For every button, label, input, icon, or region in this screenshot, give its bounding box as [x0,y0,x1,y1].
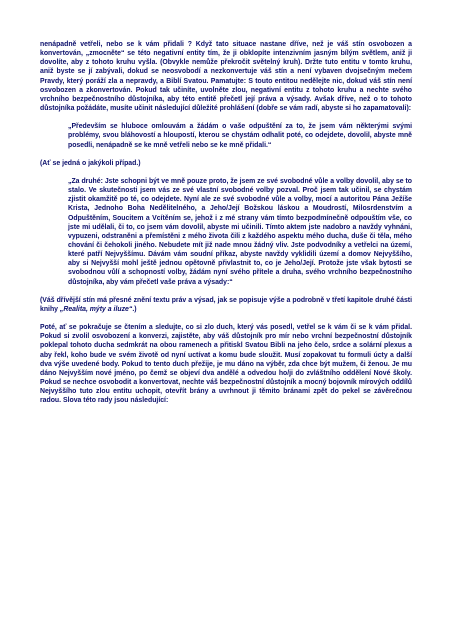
paragraph-book-reference [40,296,412,314]
paragraph-continuation: Poté, ať se pokračuje se čtením a sledujte, co si zlo duch, který vás posedl, vetřel se k vám či se k vám přidal. Pokud si zvolil osvobození a konverzi, zajistěte, aby váš důstojník pro mír nebo vrchní bezpečnostní důstojník poklepal tohoto ducha sedmkrát na obou ramenech a přitiskl Svatou Bibli na jeho čelo, srdce a solární plexus a aby řekl, koho bude ve svém životě od nyní uctívat a komu bude sloužit. Musí zopakovat tu formuli úcty a další dva výše uvedené body. Pokud to tento duch přežije, je mu dáno na výběr, zda chce být mužem, či ženou. Je mu dáno Nejvyšším nové jméno, po čemž se objeví dva andělé a odvedou ho/ji do zvláštního oddělení Nové školy. Pokud se nechce osvobodit a konvertovat, nechte váš bezpečnostní důstojník a mocný bojovník mírových oddílů Nejvyššího tuto zlou entitu uchopit, otevřít brány a uvrhnout ji těmito bránami zpět do pekel se závěrečnou radou. Slova této rady jsou následující: [40,324,412,405]
reference-end: .) [132,305,137,313]
reference-text: (Váš dřívější stín má přesné znění textu práv a výsad, jak se popisuje výše a podrobně v třetí kapitole druhé části knihy [40,296,412,313]
paragraph-entity-instructions: nenápadně vetřeli, nebo se k vám přidali ? Když tato situace nastane dříve, než je váš stín osvobozen a konvertován, „zmocněte“ se této negativní entity tím, že ji obklopíte intenzivním jasným bílým světlem, aniž ji dovolíte, aby z tohoto kruhu vyšla. (Obvykle nemůže překročit světelný kruh). Držte tuto entitu v tomto kruhu, aniž byste se jí zabývali, dokud se neosvobodí a nezkonvertuje váš stín a není vybaven dvojsečným mečem Pravdy, který poráží zla a nepravdy, a Biblí Svatou. Pamatujte: S touto entitou nedělejte nic, dokud váš stín není osvobozen a zkonvertován. Pokud tak učiníte, uvolněte zlou, negativní entitu z tohoto kruhu a nechte svého vrchního bezpečnostního důstojníka, aby této entitě přečetl její práva a výsady. Avšak dříve, než o to tohoto důstojníka požádáte, musíte učinit následující důležité prohlášení (dobře se vám radí, abyste si ho zapamatovali): [40,41,412,113]
quote-apology-statement: „Především se hluboce omlouvám a žádám o vaše odpuštění za to, že jsem vám některými svými problémy, svou bláhovostí a hloupostí, kterou se chystám odhalit poté, co odejdete, dovolil, abyste mně posedli, nenápadně se ke mně vetřeli nebo se ke mně přidali.“ [68,123,412,149]
paragraph-case-note: (Ať se jedná o jakýkoli případ.) [40,159,141,167]
quote-second-statement: „Za druhé: Jste schopni být ve mně pouze proto, že jsem ze své svobodné vůle a volby dovolil, aby se to stalo. Ve skutečnosti jsem vás ze své vlastní svobodné volby pozval. Proč jsem tak učinil, se chystám zjistit okamžitě po té, co odejdete. Nyní ale ze své svobodné vůle a volby, mocí a autoritou Pána Ježíše Krista, Jednoho Boha Nedělitelného, a Jeho/Její Božskou láskou a Moudrostí, Milosrdenstvím a Odpuštěním, Soucitem a Vcítěním se, jehož i z mé strany vám tímto bezpodmínečně odpouštím vše, co jste mi udělali, či to, co jsem vám dovolil, abyste mi učinili. Tímto aktem jste nadobro a navždy vyhnáni, vypuzeni, odstraněni a přemístěni z mého života čili z každého aspektu mého ducha, duše či těla, mého chování či čehokoli jiného. Nebudete mít již nade mnou žádný vliv. Jste podvodníky a vetřelci na území, které patří Nejvyššímu. Dávám vám soudní příkaz, abyste navždy vyklidili území a domov Nejvyššího, aby si Nejvyšší mohl ještě jednou opětovně přivlastnit to, co je Jeho/Její. Protože jste však bytosti se svobodnou vůlí a schopností volby, žádám nyní svého přítele a druha, svého vrchního bezpečnostního důstojníka, aby vám přečetl vaše práva a výsady:“ [68,177,412,286]
book-title: „Realita, mýty a iluze“ [59,305,133,313]
